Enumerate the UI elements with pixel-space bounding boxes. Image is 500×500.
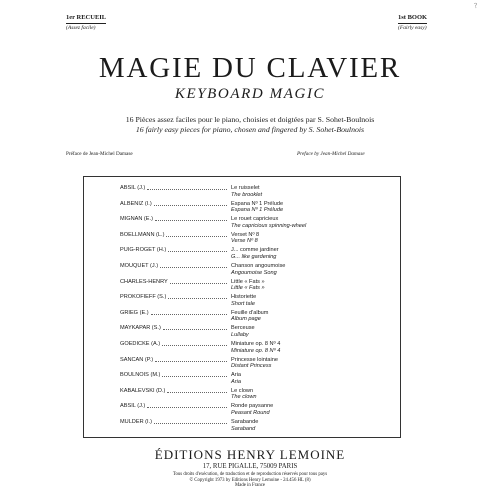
composer-name: KABALEVSKI (D.) xyxy=(120,387,166,394)
piece-title-translation: Saraband xyxy=(231,425,256,432)
piece-title-translation: Distant Princess xyxy=(231,363,272,370)
piece-title-original: Espana Nº 1 Prélude xyxy=(231,200,284,207)
piece-title xyxy=(231,201,283,214)
dot-leader xyxy=(147,187,227,190)
piece-title-original: Berceuse xyxy=(231,325,255,332)
toc-row xyxy=(0,247,500,262)
piece-title-original: J... comme jardiner xyxy=(231,247,279,254)
piece-title-translation: The capricious spinning-wheel xyxy=(231,222,307,229)
toc-row xyxy=(0,388,500,403)
book-label-fr-text: 1er RECUEIL xyxy=(66,14,106,24)
composer-name: ABSIL (J.) xyxy=(120,403,146,410)
composer-name: PUIG-ROGET (H.) xyxy=(120,247,167,254)
dot-leader xyxy=(168,296,227,299)
dot-leader xyxy=(166,234,227,237)
toc-row xyxy=(0,263,500,278)
piece-title-translation: Little « Fats » xyxy=(231,285,265,292)
page-subtitle: KEYBOARD MAGIC xyxy=(174,86,326,102)
piece-title-original: Le clown xyxy=(231,387,254,394)
piece-title xyxy=(231,388,257,401)
publisher-name: ÉDITIONS HENRY LEMOINE xyxy=(154,447,346,462)
dot-leader xyxy=(154,421,227,424)
piece-title-original: Chanson angoumoise xyxy=(231,263,286,269)
piece-title xyxy=(231,310,268,323)
composer-name: PROKOFIEFF (S.) xyxy=(120,294,167,301)
piece-title-original: Verset Nº 8 xyxy=(231,231,260,238)
composer-name: SANCAN (P.) xyxy=(120,356,154,363)
toc-row xyxy=(0,294,500,309)
piece-title xyxy=(231,185,262,198)
piece-title-translation: Short tale xyxy=(231,300,255,307)
toc-row xyxy=(0,232,500,247)
piece-title xyxy=(231,372,241,385)
toc-row xyxy=(0,310,500,325)
pencil-annotation: ? xyxy=(473,1,479,11)
piece-title-translation: Lullaby xyxy=(231,331,249,338)
piece-title-translation: Peasant Round xyxy=(231,409,270,416)
piece-title-original: Miniature op. 8 Nº 4 xyxy=(231,341,281,347)
preface-credit-fr: Préface de Jean-Michel Damase xyxy=(66,151,133,157)
composer-name: MULDER (I.) xyxy=(120,419,153,425)
difficulty-label-en: (Fairly easy) xyxy=(398,24,427,31)
toc-row xyxy=(0,341,500,356)
book-label-en-text: 1st BOOK xyxy=(398,14,427,24)
piece-title xyxy=(231,357,278,370)
composer-name: MIGNAN (E.) xyxy=(120,216,153,223)
difficulty-label-fr: (Assez facile) xyxy=(66,24,96,31)
dot-leader xyxy=(163,327,227,330)
piece-title xyxy=(231,325,255,338)
composer-name: ABSIL (J.) xyxy=(120,185,146,191)
composer-name: CHARLES-HENRY xyxy=(120,278,168,285)
dot-leader xyxy=(154,203,227,206)
piece-title-original: Historiette xyxy=(231,294,257,301)
piece-title xyxy=(231,294,256,307)
dot-leader xyxy=(168,249,227,252)
piece-title xyxy=(231,247,279,260)
piece-title-original: Aria xyxy=(231,372,241,379)
toc-row xyxy=(0,185,500,200)
book-label-en xyxy=(398,14,427,32)
copyright-line: © Copyright 1973 by Editions Henry Lemoine - 24.456 HL (8) xyxy=(189,477,311,483)
composer-name: ALBENIZ (I.) xyxy=(120,200,152,207)
piece-title xyxy=(231,341,280,354)
toc-row xyxy=(0,201,500,216)
piece-title-original: Ronde paysanne xyxy=(231,403,274,410)
toc-row xyxy=(0,216,500,231)
dot-leader xyxy=(155,218,227,221)
piece-title-translation: Espana Nº 1 Prélude xyxy=(231,207,284,214)
book-label-fr xyxy=(66,14,106,32)
description-english: 16 fairly easy pieces for piano, chosen and fingered by S. Sohet-Boulnois xyxy=(135,125,365,134)
toc-row xyxy=(0,419,500,434)
piece-title-translation: Miniature op. 8 Nº 4 xyxy=(231,347,281,354)
piece-title-original: Little « Fats » xyxy=(231,278,265,285)
piece-title-translation: Aria xyxy=(231,378,241,385)
dot-leader xyxy=(170,281,227,284)
toc-row xyxy=(0,403,500,418)
page-title: MAGIE DU CLAVIER xyxy=(98,52,402,84)
piece-title-original: Princesse lointaine xyxy=(231,356,278,363)
toc-row xyxy=(0,325,500,340)
piece-title xyxy=(231,263,285,276)
piece-title-translation: G... like gardening xyxy=(231,253,277,260)
toc-row xyxy=(0,279,500,294)
piece-title xyxy=(231,216,306,229)
piece-title-original: Sarabande xyxy=(231,419,259,425)
piece-title-translation: Verse Nº 8 xyxy=(231,238,258,245)
dot-leader xyxy=(147,405,227,408)
description-french: 16 Pièces assez faciles pour le piano, choisies et doigtées par S. Sohet-Boulnois xyxy=(125,115,375,124)
piece-title-original: Le ruisselet xyxy=(231,185,260,191)
piece-title-translation: Album page xyxy=(231,316,261,323)
toc-row xyxy=(0,357,500,372)
piece-title xyxy=(231,403,273,416)
dot-leader xyxy=(162,374,227,377)
preface-credit-en: Preface by Jean-Michel Damase xyxy=(297,151,365,157)
dot-leader xyxy=(155,359,227,362)
piece-title-original: Le rouet capricieux xyxy=(231,216,279,223)
piece-title-translation: Angoumoise Song xyxy=(231,269,277,276)
composer-name: MOUQUET (J.) xyxy=(120,263,159,269)
rights-notice xyxy=(0,472,500,489)
toc-row xyxy=(0,372,500,387)
composer-name: MAYKAPAR (S.) xyxy=(120,325,161,332)
composer-name: BOELLMANN (L.) xyxy=(120,231,165,238)
composer-name: GOEDICKE (A.) xyxy=(120,341,161,347)
dot-leader xyxy=(167,390,227,393)
dot-leader xyxy=(151,312,227,315)
piece-title xyxy=(231,279,265,292)
piece-title-original: Feuille d'album xyxy=(231,309,269,316)
dot-leader xyxy=(162,343,227,346)
made-in-line: Made in France xyxy=(234,483,266,489)
piece-title-translation: The brooklet xyxy=(231,191,263,198)
piece-title xyxy=(231,232,259,245)
publisher-address: 17, RUE PIGALLE, 75009 PARIS xyxy=(202,463,298,470)
piece-title xyxy=(231,419,258,432)
dot-leader xyxy=(160,265,227,268)
piece-title-translation: The clown xyxy=(231,394,257,401)
rights-line: Tous droits d'exécution, de traduction et de reproduction réservés pour tous pays xyxy=(172,472,328,477)
composer-name: GRIEG (E.) xyxy=(120,309,149,316)
composer-name: BOULNOIS (M.) xyxy=(120,372,161,379)
